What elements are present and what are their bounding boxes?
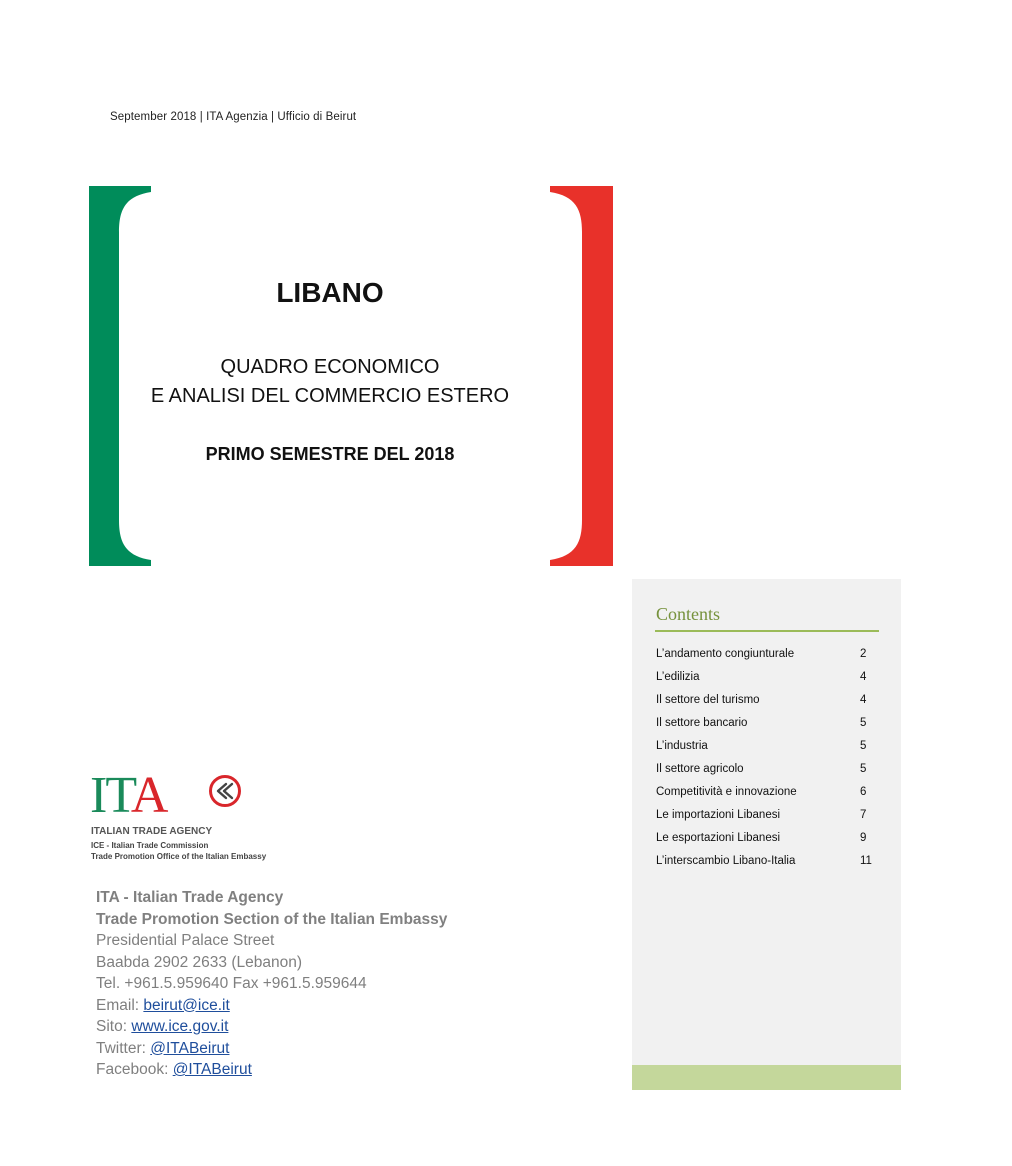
contact-email-label: Email:: [96, 996, 144, 1014]
toc-item-label: Le esportazioni Libanesi: [656, 832, 781, 844]
cover-title: LIBANO: [276, 277, 384, 308]
toc-item-page: 5: [860, 763, 867, 775]
toc-item[interactable]: [656, 737, 876, 760]
toc-item[interactable]: [656, 645, 876, 668]
toc-item[interactable]: [656, 760, 876, 783]
contact-street: Presidential Palace Street: [96, 932, 275, 949]
toc-item-label: Le importazioni Libanesi: [656, 809, 781, 821]
red-bracket: [550, 186, 613, 566]
toc-item-page: 7: [860, 809, 867, 821]
header-line: September 2018 | ITA Agenzia | Ufficio di Beirut: [110, 111, 357, 123]
toc-item-page: 2: [860, 648, 867, 660]
toc-item[interactable]: [656, 852, 876, 875]
contents-divider: [655, 630, 879, 632]
contact-facebook-label: Facebook:: [96, 1061, 173, 1078]
toc-item[interactable]: [656, 714, 876, 737]
toc-item[interactable]: [656, 783, 876, 806]
logo-letters-red: A: [130, 767, 167, 824]
toc-item-label: L’industria: [656, 740, 708, 752]
logo-emblem-icon: [208, 774, 242, 808]
toc-item-label: L’andamento congiunturale: [656, 648, 795, 660]
website-link[interactable]: www.ice.gov.it: [131, 1018, 229, 1035]
toc-item[interactable]: [656, 806, 876, 829]
logo-letters: [90, 767, 167, 824]
contact-city: Baabda 2902 2633 (Lebanon): [96, 953, 302, 971]
contact-org: ITA - Italian Trade Agency: [96, 889, 284, 906]
email-link[interactable]: beirut@ice.it: [143, 996, 230, 1014]
contents-heading: Contents: [656, 604, 721, 624]
toc-item[interactable]: [656, 691, 876, 714]
contact-block: [96, 887, 447, 1081]
contact-site-row: [96, 1016, 447, 1038]
logo-office: Trade Promotion Office of the Italian Embassy: [91, 852, 267, 861]
toc-item-page: 5: [860, 740, 867, 752]
ita-logo: [90, 767, 300, 865]
toc-item-label: Il settore del turismo: [656, 694, 760, 706]
contact-twitter-row: [96, 1038, 447, 1060]
toc-item-label: Il settore bancario: [656, 717, 748, 729]
toc-item-page: 5: [860, 717, 867, 729]
twitter-link[interactable]: @ITABeirut: [150, 1039, 230, 1057]
toc-item-page: 9: [860, 832, 867, 844]
toc-item-page: 4: [860, 671, 867, 683]
logo-letters-green: IT: [90, 767, 131, 824]
toc-item-label: Il settore agricolo: [656, 763, 744, 775]
contact-facebook-row: [96, 1059, 447, 1081]
toc-item-label: L’edilizia: [656, 671, 700, 683]
toc-item-page: 6: [860, 786, 867, 798]
toc-item-page: 4: [860, 694, 867, 706]
cover-subtitle-line2: E ANALISI DEL COMMERCIO ESTERO: [150, 385, 510, 407]
contents-footer-bar: [632, 1065, 901, 1090]
logo-commission: ICE - Italian Trade Commission: [91, 841, 209, 850]
toc-item-label: L’interscambio Libano-Italia: [656, 855, 796, 867]
toc-item[interactable]: [656, 668, 876, 691]
contact-twitter-label: Twitter:: [96, 1039, 151, 1057]
contents-list: [656, 645, 876, 875]
toc-item-label: Competitività e innovazione: [656, 786, 797, 798]
contact-section: Trade Promotion Section of the Italian Embassy: [96, 910, 448, 928]
cover-subtitle-line1: QUADRO ECONOMICO: [220, 356, 440, 378]
cover-period: PRIMO SEMESTRE DEL 2018: [205, 444, 455, 464]
contact-site-label: Sito:: [96, 1018, 132, 1035]
facebook-link[interactable]: @ITABeirut: [172, 1061, 252, 1078]
toc-item[interactable]: [656, 829, 876, 852]
contact-email-row: [96, 995, 447, 1017]
cover-subtitle: [110, 353, 550, 411]
logo-agency-name: ITALIAN TRADE AGENCY: [91, 826, 213, 837]
contact-phone: Tel. +961.5.959640 Fax +961.5.959644: [96, 975, 367, 992]
toc-item-page: 11: [860, 855, 872, 867]
